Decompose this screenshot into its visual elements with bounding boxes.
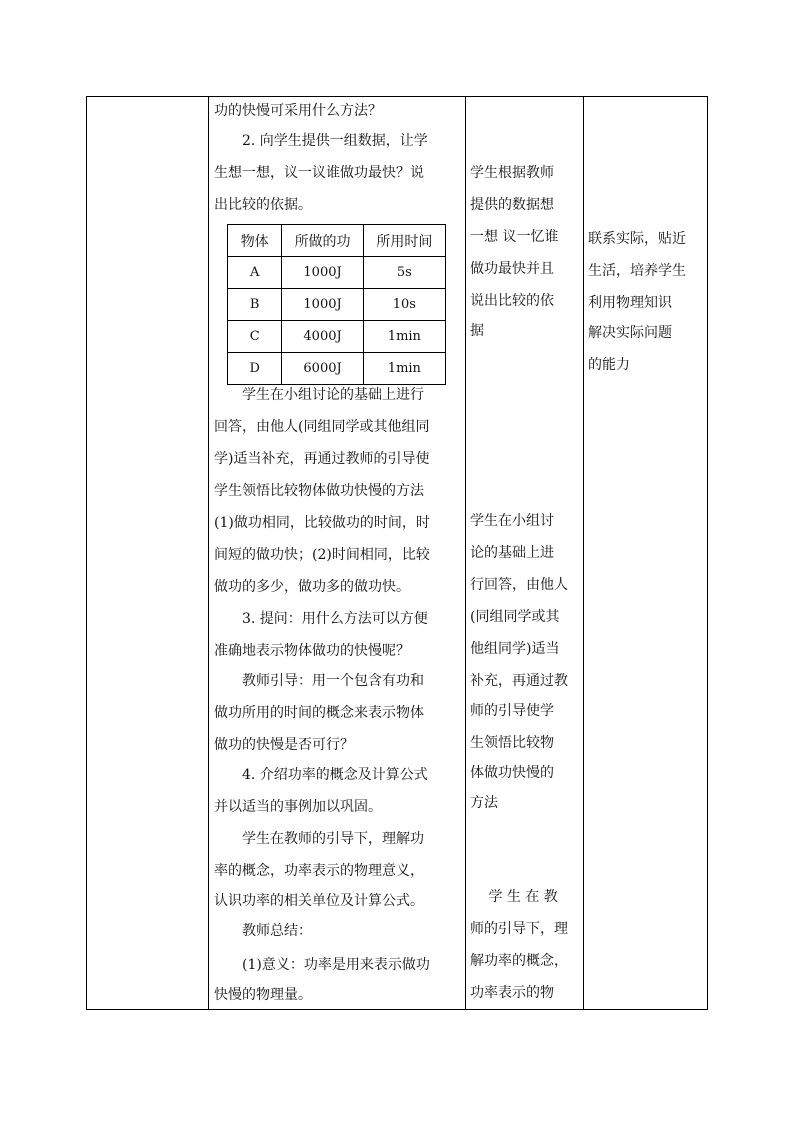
text-line: 功率表示的物 bbox=[470, 985, 554, 1001]
text-line: 准确地表示物体做功的快慢呢？ bbox=[214, 643, 410, 659]
table-cell: 10s bbox=[363, 289, 445, 321]
text-line: 做功所用的时间的概念来表示物体 bbox=[214, 705, 424, 721]
table-row bbox=[228, 321, 446, 353]
text-line: 做功的多少，做功多的做功快。 bbox=[214, 579, 410, 595]
text-line: 学 生 在 教 bbox=[470, 889, 558, 905]
text-line: 师的引导使学 bbox=[470, 703, 554, 719]
text-line: 4. 介绍功率的概念及计算公式 bbox=[214, 767, 428, 783]
text-line: 出比较的依据。 bbox=[214, 197, 312, 213]
work-time-data-table bbox=[227, 224, 446, 385]
text-line: 学生领悟比较物体做功快慢的方法 bbox=[214, 483, 424, 499]
text-line: 做功的快慢是否可行？ bbox=[214, 737, 354, 753]
text-line: 他组同学)适当 bbox=[470, 641, 560, 657]
table-cell: 4000J bbox=[282, 321, 363, 353]
text-line: 学生在小组讨论的基础上进行 bbox=[214, 387, 424, 403]
text-line: 提供的数据想 bbox=[470, 197, 554, 213]
table-row bbox=[228, 353, 446, 385]
table-header-cell: 物体 bbox=[228, 225, 282, 257]
table-row bbox=[228, 257, 446, 289]
student-activity-cell bbox=[466, 97, 583, 1009]
table-cell: C bbox=[228, 321, 282, 353]
text-line: 2. 向学生提供一组数据，让学 bbox=[214, 133, 428, 149]
table-cell: B bbox=[228, 289, 282, 321]
text-line: 快慢的物理量。 bbox=[214, 987, 312, 1003]
text-line: 说出比较的依 bbox=[470, 293, 554, 309]
text-line: 方法 bbox=[470, 795, 498, 811]
text-line: 论的基础上进 bbox=[470, 545, 554, 561]
text-line: 学)适当补充，再通过教师的引导使 bbox=[214, 451, 430, 467]
text-line: 解功率的概念， bbox=[470, 953, 568, 969]
text-line: 学生在小组讨 bbox=[470, 513, 554, 529]
table-header-row bbox=[228, 225, 446, 257]
text-line: 据 bbox=[470, 323, 484, 339]
table-cell: 1min bbox=[363, 321, 445, 353]
table-cell: 1000J bbox=[282, 257, 363, 289]
teaching-process-cell bbox=[209, 97, 465, 1009]
design-intent-cell bbox=[584, 97, 708, 1009]
text-line: 解决实际问题 bbox=[588, 325, 672, 341]
text-line: 体做功快慢的 bbox=[470, 765, 554, 781]
table-row bbox=[228, 289, 446, 321]
table-cell: 6000J bbox=[282, 353, 363, 385]
lesson-table bbox=[86, 96, 708, 1010]
text-line: 一想 议一忆谁 bbox=[470, 229, 559, 245]
table-cell: D bbox=[228, 353, 282, 385]
table-header-cell: 所做的功 bbox=[282, 225, 363, 257]
text-line: 回答，由他人(同组同学或其他组同 bbox=[214, 419, 430, 435]
table-header-cell: 所用时间 bbox=[363, 225, 445, 257]
table-cell: 1min bbox=[363, 353, 445, 385]
text-line: 并以适当的事例加以巩固。 bbox=[214, 799, 382, 815]
text-line: 学生在教师的引导下，理解功 bbox=[214, 831, 424, 847]
text-line: 的能力 bbox=[588, 357, 630, 373]
text-line: 补充，再通过教 bbox=[470, 673, 568, 689]
text-line: 联系实际，贴近 bbox=[588, 231, 686, 247]
text-line: 师的引导下，理 bbox=[470, 921, 568, 937]
table-cell: A bbox=[228, 257, 282, 289]
text-line: 生领悟比较物 bbox=[470, 735, 554, 751]
text-line: 教师总结： bbox=[214, 923, 312, 939]
text-line: (1)意义：功率是用来表示做功 bbox=[214, 957, 430, 973]
text-line: (1)做功相同，比较做功的时间，时 bbox=[214, 515, 430, 531]
table-cell: 1000J bbox=[282, 289, 363, 321]
empty-cell bbox=[87, 97, 208, 1009]
text-line: 生想一想，议一议谁做功最快？说 bbox=[214, 165, 424, 181]
text-line: 3. 提问：用什么方法可以方便 bbox=[214, 611, 428, 627]
text-line: 生活，培养学生 bbox=[588, 263, 686, 279]
text-line: (同组同学或其 bbox=[470, 609, 560, 625]
text-line: 行回答，由他人 bbox=[470, 577, 568, 593]
text-line: 间短的做功快；(2)时间相同，比较 bbox=[214, 547, 430, 563]
table-cell: 5s bbox=[363, 257, 445, 289]
text-line: 功的快慢可采用什么方法？ bbox=[214, 103, 382, 119]
text-line: 学生根据教师 bbox=[470, 165, 554, 181]
text-line: 教师引导：用一个包含有功和 bbox=[214, 673, 424, 689]
text-line: 利用物理知识 bbox=[588, 295, 672, 311]
text-line: 率的概念，功率表示的物理意义， bbox=[214, 863, 424, 879]
text-line: 认识功率的相关单位及计算公式。 bbox=[214, 893, 424, 909]
text-line: 做功最快并且 bbox=[470, 261, 554, 277]
